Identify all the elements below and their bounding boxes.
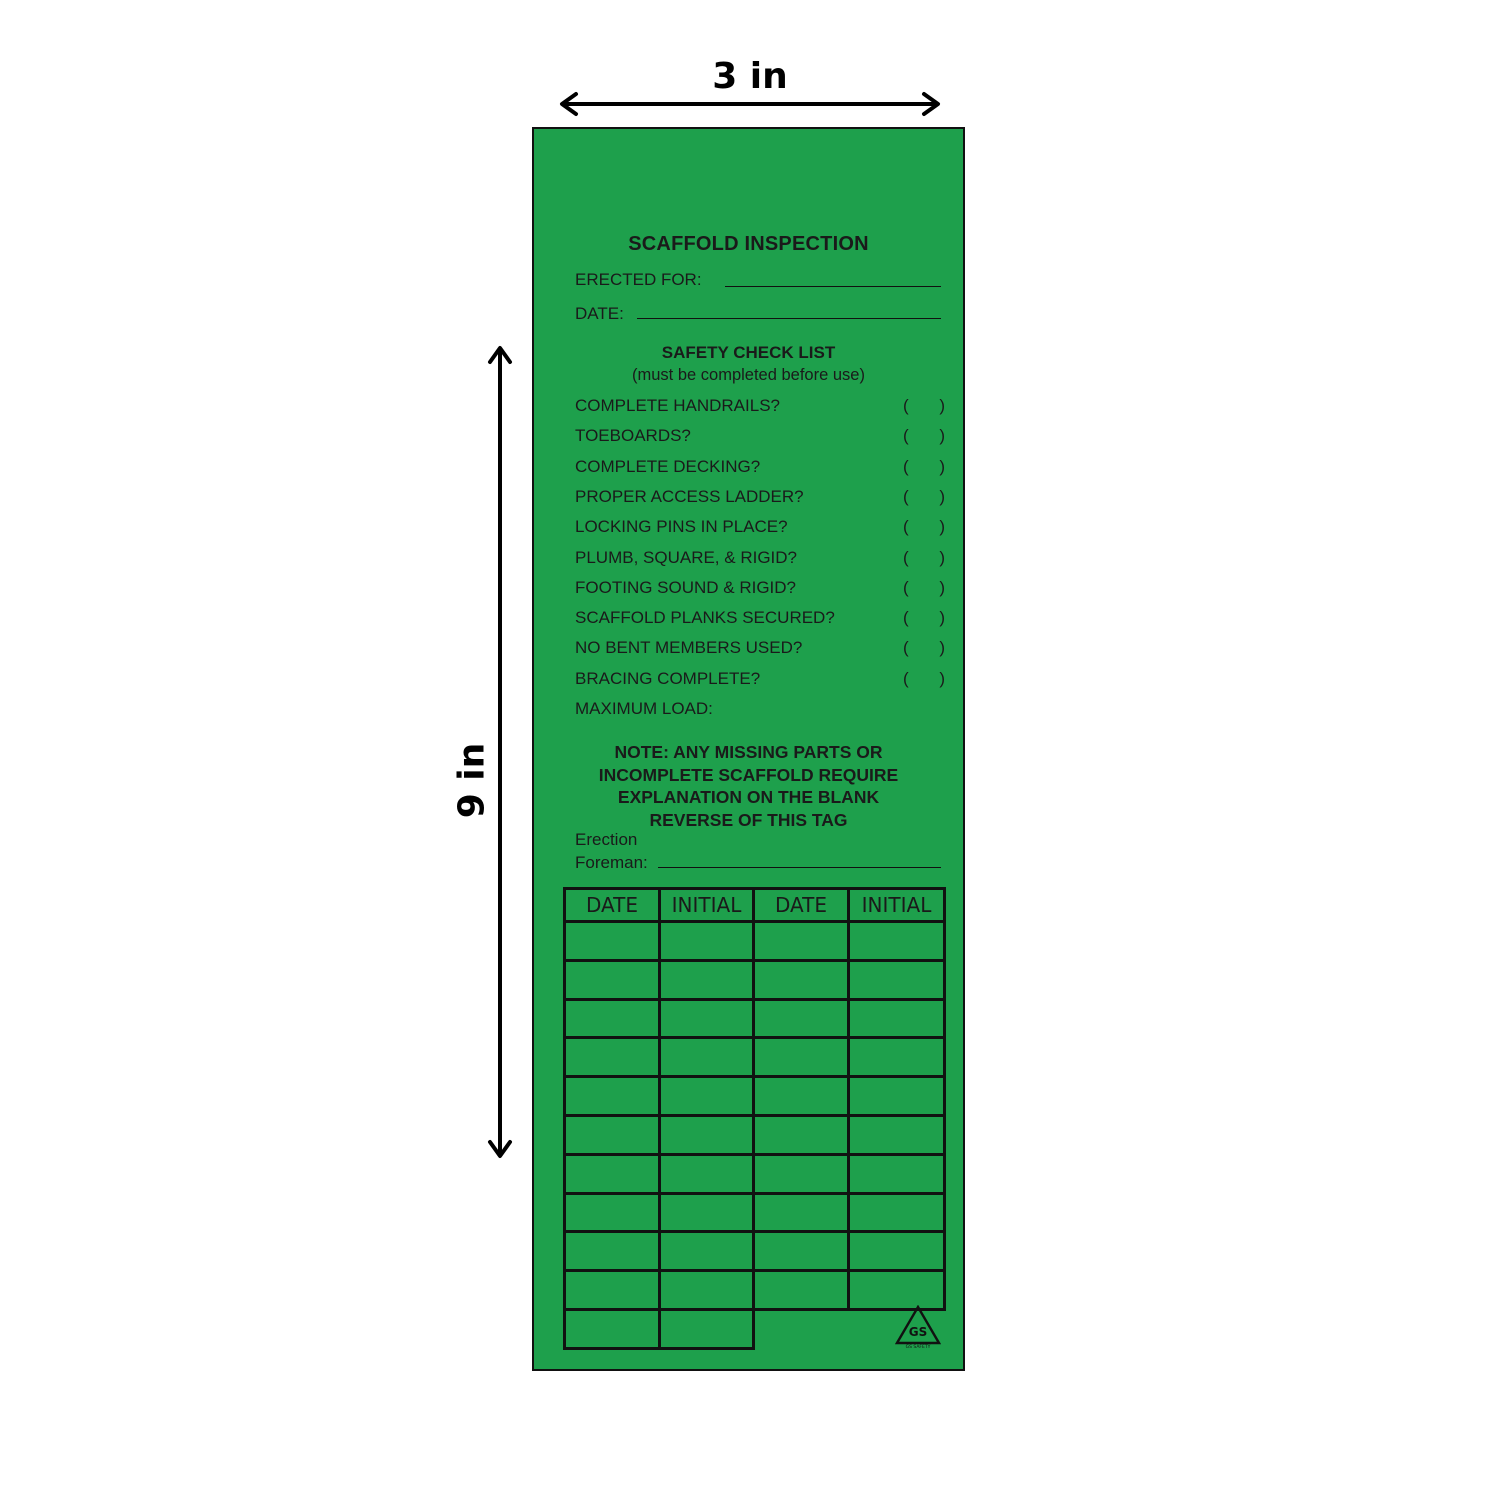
log-entry-cell[interactable] xyxy=(752,1230,850,1272)
log-entry-cell[interactable] xyxy=(658,1269,755,1311)
checklist-question: TOEBOARDS? xyxy=(575,426,691,446)
checklist-checkbox[interactable] xyxy=(903,669,945,689)
log-entry-cell[interactable] xyxy=(563,1075,661,1117)
checkbox-close-paren: ) xyxy=(939,426,945,446)
log-entry-cell[interactable] xyxy=(847,920,946,962)
log-entry-cell[interactable] xyxy=(658,920,755,962)
log-header-cell xyxy=(752,887,850,923)
log-entry-cell[interactable] xyxy=(658,1192,755,1234)
max-load-label: MAXIMUM LOAD: xyxy=(575,699,713,718)
log-entry-cell[interactable] xyxy=(847,1192,946,1234)
log-entry-cell[interactable] xyxy=(752,998,850,1040)
date-label: DATE: xyxy=(575,304,624,323)
checkbox-open-paren: ( xyxy=(903,638,909,658)
checkbox-open-paren: ( xyxy=(903,517,909,537)
note-line: EXPLANATION ON THE BLANK xyxy=(617,787,880,808)
logo-text: GS xyxy=(908,1325,928,1339)
height-dimension-label: 9 in xyxy=(451,742,493,819)
log-entry-cell[interactable] xyxy=(847,959,946,1001)
checklist-item xyxy=(575,669,945,695)
log-entry-cell[interactable] xyxy=(563,1114,661,1156)
checklist-item xyxy=(575,487,945,513)
checklist-question: NO BENT MEMBERS USED? xyxy=(575,638,803,658)
log-entry-cell[interactable] xyxy=(563,920,661,962)
checkbox-open-paren: ( xyxy=(903,486,909,506)
checkbox-close-paren: ) xyxy=(939,668,945,688)
log-entry-cell[interactable] xyxy=(563,1230,661,1272)
note-line: NOTE: ANY MISSING PARTS OR xyxy=(614,742,883,762)
checklist-checkbox[interactable] xyxy=(903,578,945,598)
log-entry-cell[interactable] xyxy=(752,1075,850,1117)
checklist-item xyxy=(575,457,945,483)
note-line: REVERSE OF THIS TAG xyxy=(649,809,848,830)
log-entry-cell[interactable] xyxy=(563,959,661,1001)
note-line: INCOMPLETE SCAFFOLD REQUIRE xyxy=(598,764,899,785)
log-entry-cell[interactable] xyxy=(847,1036,946,1078)
log-entry-cell[interactable] xyxy=(847,998,946,1040)
log-header-cell xyxy=(563,887,661,923)
log-entry-cell[interactable] xyxy=(752,959,850,1001)
checklist-question: BRACING COMPLETE? xyxy=(575,668,761,688)
logo-subtext: GS SAFETY xyxy=(905,1345,931,1349)
tag-title: SCAFFOLD INSPECTION xyxy=(628,233,869,255)
log-header-label: INITIAL xyxy=(861,893,932,917)
checkbox-close-paren: ) xyxy=(939,396,945,415)
checkbox-open-paren: ( xyxy=(903,577,909,597)
date-line xyxy=(637,318,941,319)
checkbox-open-paren: ( xyxy=(903,456,909,476)
inspection-log-grid xyxy=(563,887,943,1351)
checklist-item xyxy=(575,396,945,422)
checklist-checkbox[interactable] xyxy=(903,517,945,537)
foreman-label-line2: Foreman: xyxy=(575,853,648,872)
log-entry-cell[interactable] xyxy=(563,1153,661,1195)
log-entry-cell[interactable] xyxy=(658,1036,755,1078)
checklist-item xyxy=(575,608,945,634)
log-entry-cell[interactable] xyxy=(752,1036,850,1078)
checkbox-close-paren: ) xyxy=(939,517,945,537)
log-entry-cell[interactable] xyxy=(563,1192,661,1234)
log-entry-cell[interactable] xyxy=(658,998,755,1040)
erected-for-line xyxy=(725,286,941,287)
log-entry-cell[interactable] xyxy=(658,1230,755,1272)
erected-for-label: ERECTED FOR: xyxy=(575,270,702,289)
log-entry-cell[interactable] xyxy=(658,1308,755,1350)
log-entry-cell[interactable] xyxy=(847,1153,946,1195)
checklist-question: COMPLETE HANDRAILS? xyxy=(575,396,780,415)
checklist-subtitle: (must be completed before use) xyxy=(632,366,865,384)
checklist-checkbox[interactable] xyxy=(903,396,945,416)
checklist-checkbox[interactable] xyxy=(903,608,945,628)
log-entry-cell[interactable] xyxy=(752,920,850,962)
log-header-cell xyxy=(847,887,946,923)
foreman-line xyxy=(658,867,941,868)
log-entry-cell[interactable] xyxy=(752,1269,850,1311)
checklist-item xyxy=(575,578,945,604)
log-entry-cell[interactable] xyxy=(847,1075,946,1117)
log-header-label: DATE xyxy=(774,893,828,917)
log-entry-cell[interactable] xyxy=(658,1153,755,1195)
log-entry-cell[interactable] xyxy=(752,1192,850,1234)
log-entry-cell[interactable] xyxy=(752,1114,850,1156)
checkbox-close-paren: ) xyxy=(939,486,945,506)
foreman-label-line1: Erection xyxy=(575,830,638,849)
log-header-label: INITIAL xyxy=(671,893,742,917)
checklist-checkbox[interactable] xyxy=(903,457,945,477)
checklist-item xyxy=(575,517,945,543)
checkbox-close-paren: ) xyxy=(939,577,945,597)
note-block xyxy=(534,741,963,831)
log-entry-cell[interactable] xyxy=(752,1153,850,1195)
log-entry-cell[interactable] xyxy=(847,1230,946,1272)
log-entry-cell[interactable] xyxy=(563,1036,661,1078)
checklist-item xyxy=(575,548,945,574)
log-header-label: DATE xyxy=(585,893,639,917)
checkbox-open-paren: ( xyxy=(903,396,909,415)
log-header-cell xyxy=(658,887,755,923)
checklist-question: PLUMB, SQUARE, & RIGID? xyxy=(575,547,797,567)
checklist-checkbox[interactable] xyxy=(903,638,945,658)
checkbox-close-paren: ) xyxy=(939,456,945,476)
log-entry-cell[interactable] xyxy=(658,959,755,1001)
checklist-question: SCAFFOLD PLANKS SECURED? xyxy=(575,608,835,628)
checklist-question: FOOTING SOUND & RIGID? xyxy=(575,577,797,597)
gs-safety-logo xyxy=(895,1305,941,1349)
checklist-item xyxy=(575,638,945,664)
width-dimension-label: 3 in xyxy=(712,56,788,97)
log-entry-cell[interactable] xyxy=(847,1114,946,1156)
log-entry-cell[interactable] xyxy=(658,1075,755,1117)
checkbox-open-paren: ( xyxy=(903,547,909,567)
checklist-checkbox[interactable] xyxy=(903,548,945,568)
checklist-item xyxy=(575,426,945,452)
checklist-question: PROPER ACCESS LADDER? xyxy=(575,486,804,506)
checkbox-close-paren: ) xyxy=(939,638,945,658)
checklist-question: LOCKING PINS IN PLACE? xyxy=(575,517,788,537)
scaffold-inspection-tag xyxy=(532,127,965,1371)
checkbox-open-paren: ( xyxy=(903,608,909,628)
checklist-checkbox[interactable] xyxy=(903,487,945,507)
checklist-title: SAFETY CHECK LIST xyxy=(661,343,836,362)
log-entry-cell[interactable] xyxy=(563,998,661,1040)
checkbox-close-paren: ) xyxy=(939,608,945,628)
log-entry-cell[interactable] xyxy=(563,1308,661,1350)
checkbox-close-paren: ) xyxy=(939,547,945,567)
log-entry-cell[interactable] xyxy=(658,1114,755,1156)
checkbox-open-paren: ( xyxy=(903,426,909,446)
checklist-question: COMPLETE DECKING? xyxy=(575,456,761,476)
checkbox-open-paren: ( xyxy=(903,668,909,688)
checklist-checkbox[interactable] xyxy=(903,426,945,446)
log-entry-cell[interactable] xyxy=(563,1269,661,1311)
